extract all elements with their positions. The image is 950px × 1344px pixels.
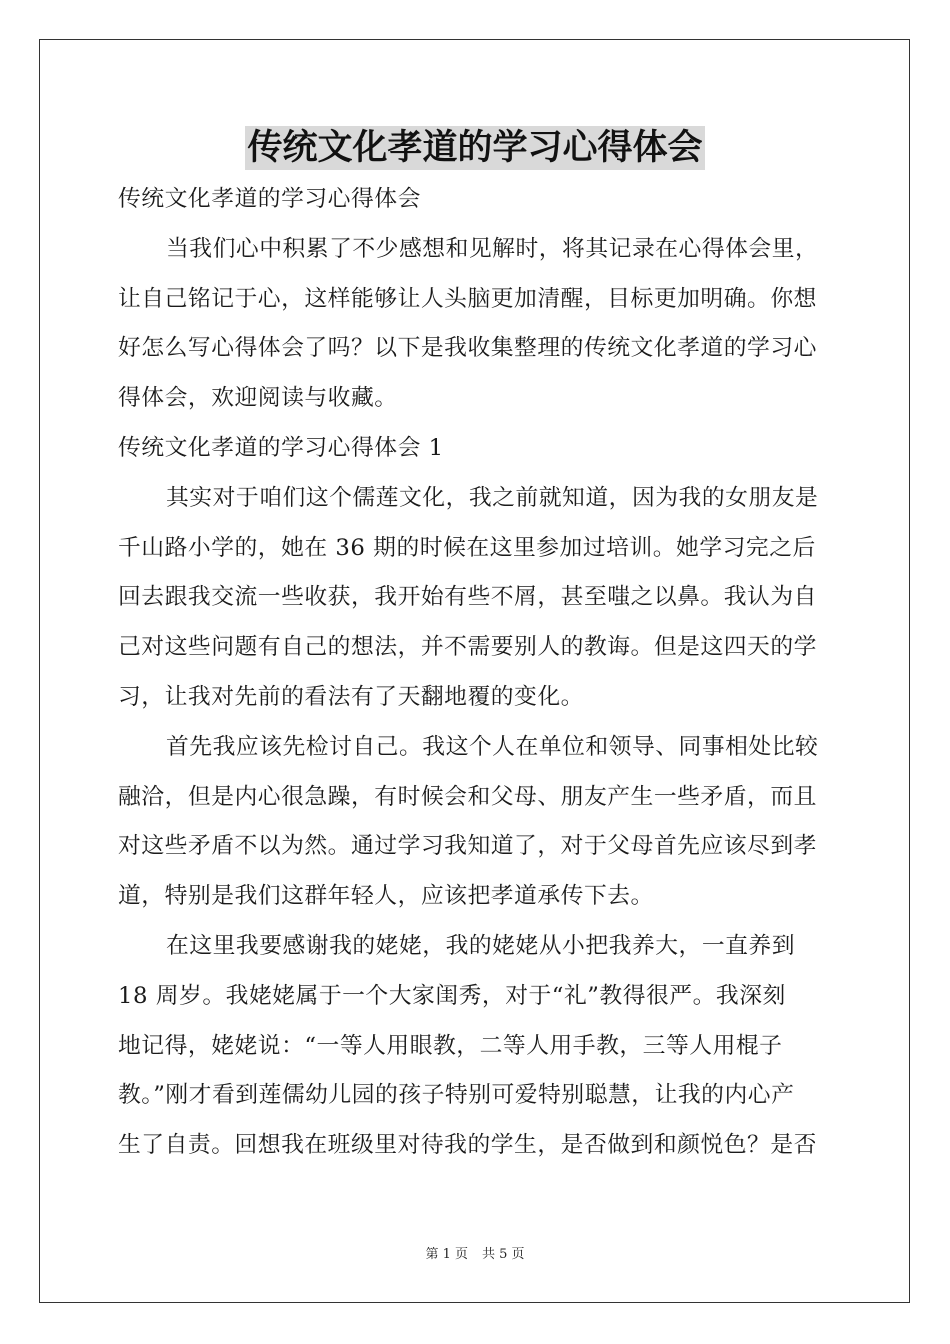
text-line: 己对这些问题有自己的想法，并不需要别人的教诲。但是这四天的学 [118,634,817,661]
text-line: 当我们心中积累了不少感想和见解时，将其记录在心得体会里， [166,235,819,262]
text-line: 地记得，姥姥说：“一等人用眼教，二等人用手教，三等人用棍子 [118,1032,783,1059]
text-line: 首先我应该先检讨自己。我这个人在单位和领导、同事相处比较 [166,733,819,760]
text-line: 生了自责。回想我在班级里对待我的学生，是否做到和颜悦色？是否 [118,1132,817,1159]
text-line: 习，让我对先前的看法有了天翻地覆的变化。 [118,683,584,710]
text-line: 让自己铭记于心，这样能够让人头脑更加清醒，目标更加明确。你想 [118,285,817,312]
text-line: 传统文化孝道的学习心得体会 [118,186,421,212]
page-total: 共 5 页 [482,1247,525,1262]
text-line: 在这里我要感谢我的姥姥，我的姥姥从小把我养大，一直养到 [166,932,796,959]
text-line: 教。”刚才看到莲儒幼儿园的孩子特别可爱特别聪慧，让我的内心产 [118,1082,795,1109]
page-number: 第 1 页 [425,1247,468,1262]
text-line: 道，特别是我们这群年轻人，应该把孝道承传下去。 [118,883,654,910]
text-line: 回去跟我交流一些收获，我开始有些不屑，甚至嗤之以鼻。我认为自 [118,584,817,611]
page-footer [0,1246,950,1264]
text-line: 得体会，欢迎阅读与收藏。 [118,385,398,412]
document-title: 传统文化孝道的学习心得体会 [247,128,703,168]
text-line: 好怎么写心得体会了吗？以下是我收集整理的传统文化孝道的学习心 [118,335,817,362]
text-line: 传统文化孝道的学习心得体会 1 [118,434,444,461]
text-line: 对这些矛盾不以为然。通过学习我知道了，对于父母首先应该尽到孝 [118,833,817,860]
text-line: 融洽，但是内心很急躁，有时候会和父母、朋友产生一些矛盾，而且 [118,783,817,810]
text-line: 18 周岁。我姥姥属于一个大家闺秀，对于“礼”教得很严。我深刻 [118,982,786,1009]
text-line: 其实对于咱们这个儒莲文化，我之前就知道，因为我的女朋友是 [166,484,819,511]
document-body [118,175,834,1171]
title-container [0,126,950,170]
text-line: 千山路小学的，她在 36 期的时候在这里参加过培训。她学习完之后 [118,534,816,561]
